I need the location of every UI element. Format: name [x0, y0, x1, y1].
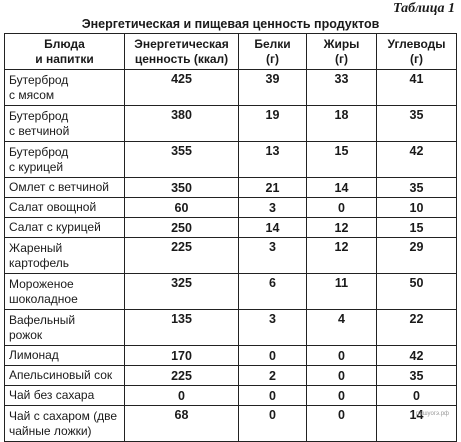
cell-carbs: 0 [377, 386, 457, 406]
cell-carbs: 35 [377, 366, 457, 386]
cell-energy: 225 [125, 366, 239, 386]
cell-fat: 11 [307, 274, 377, 310]
cell-energy: 325 [125, 274, 239, 310]
cell-fat: 4 [307, 310, 377, 346]
cell-fat: 12 [307, 238, 377, 274]
table-row [5, 106, 457, 142]
cell-carbs: 14 [377, 406, 457, 442]
cell-dish: Чай без сахара [5, 386, 125, 406]
cell-fat: 15 [307, 142, 377, 178]
cell-protein: 14 [239, 218, 307, 238]
table-row [5, 218, 457, 238]
site-watermark: решуогэ.рф [416, 411, 449, 417]
cell-protein: 39 [239, 70, 307, 106]
cell-fat: 0 [307, 346, 377, 366]
table-row [5, 274, 457, 310]
cell-carbs: 29 [377, 238, 457, 274]
cell-energy: 68 [125, 406, 239, 442]
cell-dish: Вафельный рожок [5, 310, 125, 346]
cell-dish: Бутерброд с курицей [5, 142, 125, 178]
cell-fat: 14 [307, 178, 377, 198]
cell-energy: 0 [125, 386, 239, 406]
cell-protein: 0 [239, 386, 307, 406]
cell-energy: 350 [125, 178, 239, 198]
cell-dish: Апельсиновый сок [5, 366, 125, 386]
cell-protein: 0 [239, 406, 307, 442]
cell-dish: Лимонад [5, 346, 125, 366]
cell-carbs: 35 [377, 106, 457, 142]
cell-energy: 355 [125, 142, 239, 178]
header-protein: Белки (г) [239, 34, 307, 70]
cell-fat: 0 [307, 386, 377, 406]
cell-energy: 380 [125, 106, 239, 142]
cell-fat: 33 [307, 70, 377, 106]
cell-energy: 135 [125, 310, 239, 346]
cell-energy: 425 [125, 70, 239, 106]
cell-carbs: 42 [377, 346, 457, 366]
cell-dish: Чай с сахаром (две чайные ложки) [5, 406, 125, 442]
table-header-row [5, 34, 457, 70]
cell-fat: 0 [307, 366, 377, 386]
table-row [5, 70, 457, 106]
header-fat: Жиры (г) [307, 34, 377, 70]
cell-fat: 0 [307, 406, 377, 442]
cell-dish: Жареный картофель [5, 238, 125, 274]
table-row [5, 346, 457, 366]
cell-fat: 0 [307, 198, 377, 218]
table-row [5, 238, 457, 274]
table-caption: Энергетическая и пищевая ценность продуктов [81, 17, 380, 31]
cell-protein: 3 [239, 198, 307, 218]
header-energy: Энергетическая ценность (ккал) [125, 34, 239, 70]
cell-carbs: 41 [377, 70, 457, 106]
header-carbs: Углеводы (г) [377, 34, 457, 70]
cell-carbs: 10 [377, 198, 457, 218]
cell-dish: Бутерброд с ветчиной [5, 106, 125, 142]
table-row [5, 406, 457, 442]
cell-protein: 3 [239, 310, 307, 346]
table-number-label: Таблица 1 [393, 1, 455, 16]
cell-carbs: 42 [377, 142, 457, 178]
table-row [5, 178, 457, 198]
table-row [5, 198, 457, 218]
cell-energy: 60 [125, 198, 239, 218]
cell-fat: 12 [307, 218, 377, 238]
table-row [5, 310, 457, 346]
table-row [5, 142, 457, 178]
cell-dish: Омлет с ветчиной [5, 178, 125, 198]
cell-energy: 170 [125, 346, 239, 366]
cell-protein: 2 [239, 366, 307, 386]
cell-dish: Салат овощной [5, 198, 125, 218]
cell-protein: 0 [239, 346, 307, 366]
cell-carbs: 22 [377, 310, 457, 346]
cell-carbs: 35 [377, 178, 457, 198]
cell-protein: 19 [239, 106, 307, 142]
cell-protein: 13 [239, 142, 307, 178]
cell-protein: 21 [239, 178, 307, 198]
cell-protein: 3 [239, 238, 307, 274]
cell-carbs: 15 [377, 218, 457, 238]
table-row [5, 386, 457, 406]
cell-dish: Салат с курицей [5, 218, 125, 238]
nutrition-table [4, 33, 457, 442]
table-row [5, 366, 457, 386]
cell-carbs: 50 [377, 274, 457, 310]
cell-dish: Мороженое шоколадное [5, 274, 125, 310]
cell-energy: 250 [125, 218, 239, 238]
cell-dish: Бутерброд с мясом [5, 70, 125, 106]
header-dish: Блюда и напитки [5, 34, 125, 70]
cell-energy: 225 [125, 238, 239, 274]
cell-fat: 18 [307, 106, 377, 142]
cell-protein: 6 [239, 274, 307, 310]
